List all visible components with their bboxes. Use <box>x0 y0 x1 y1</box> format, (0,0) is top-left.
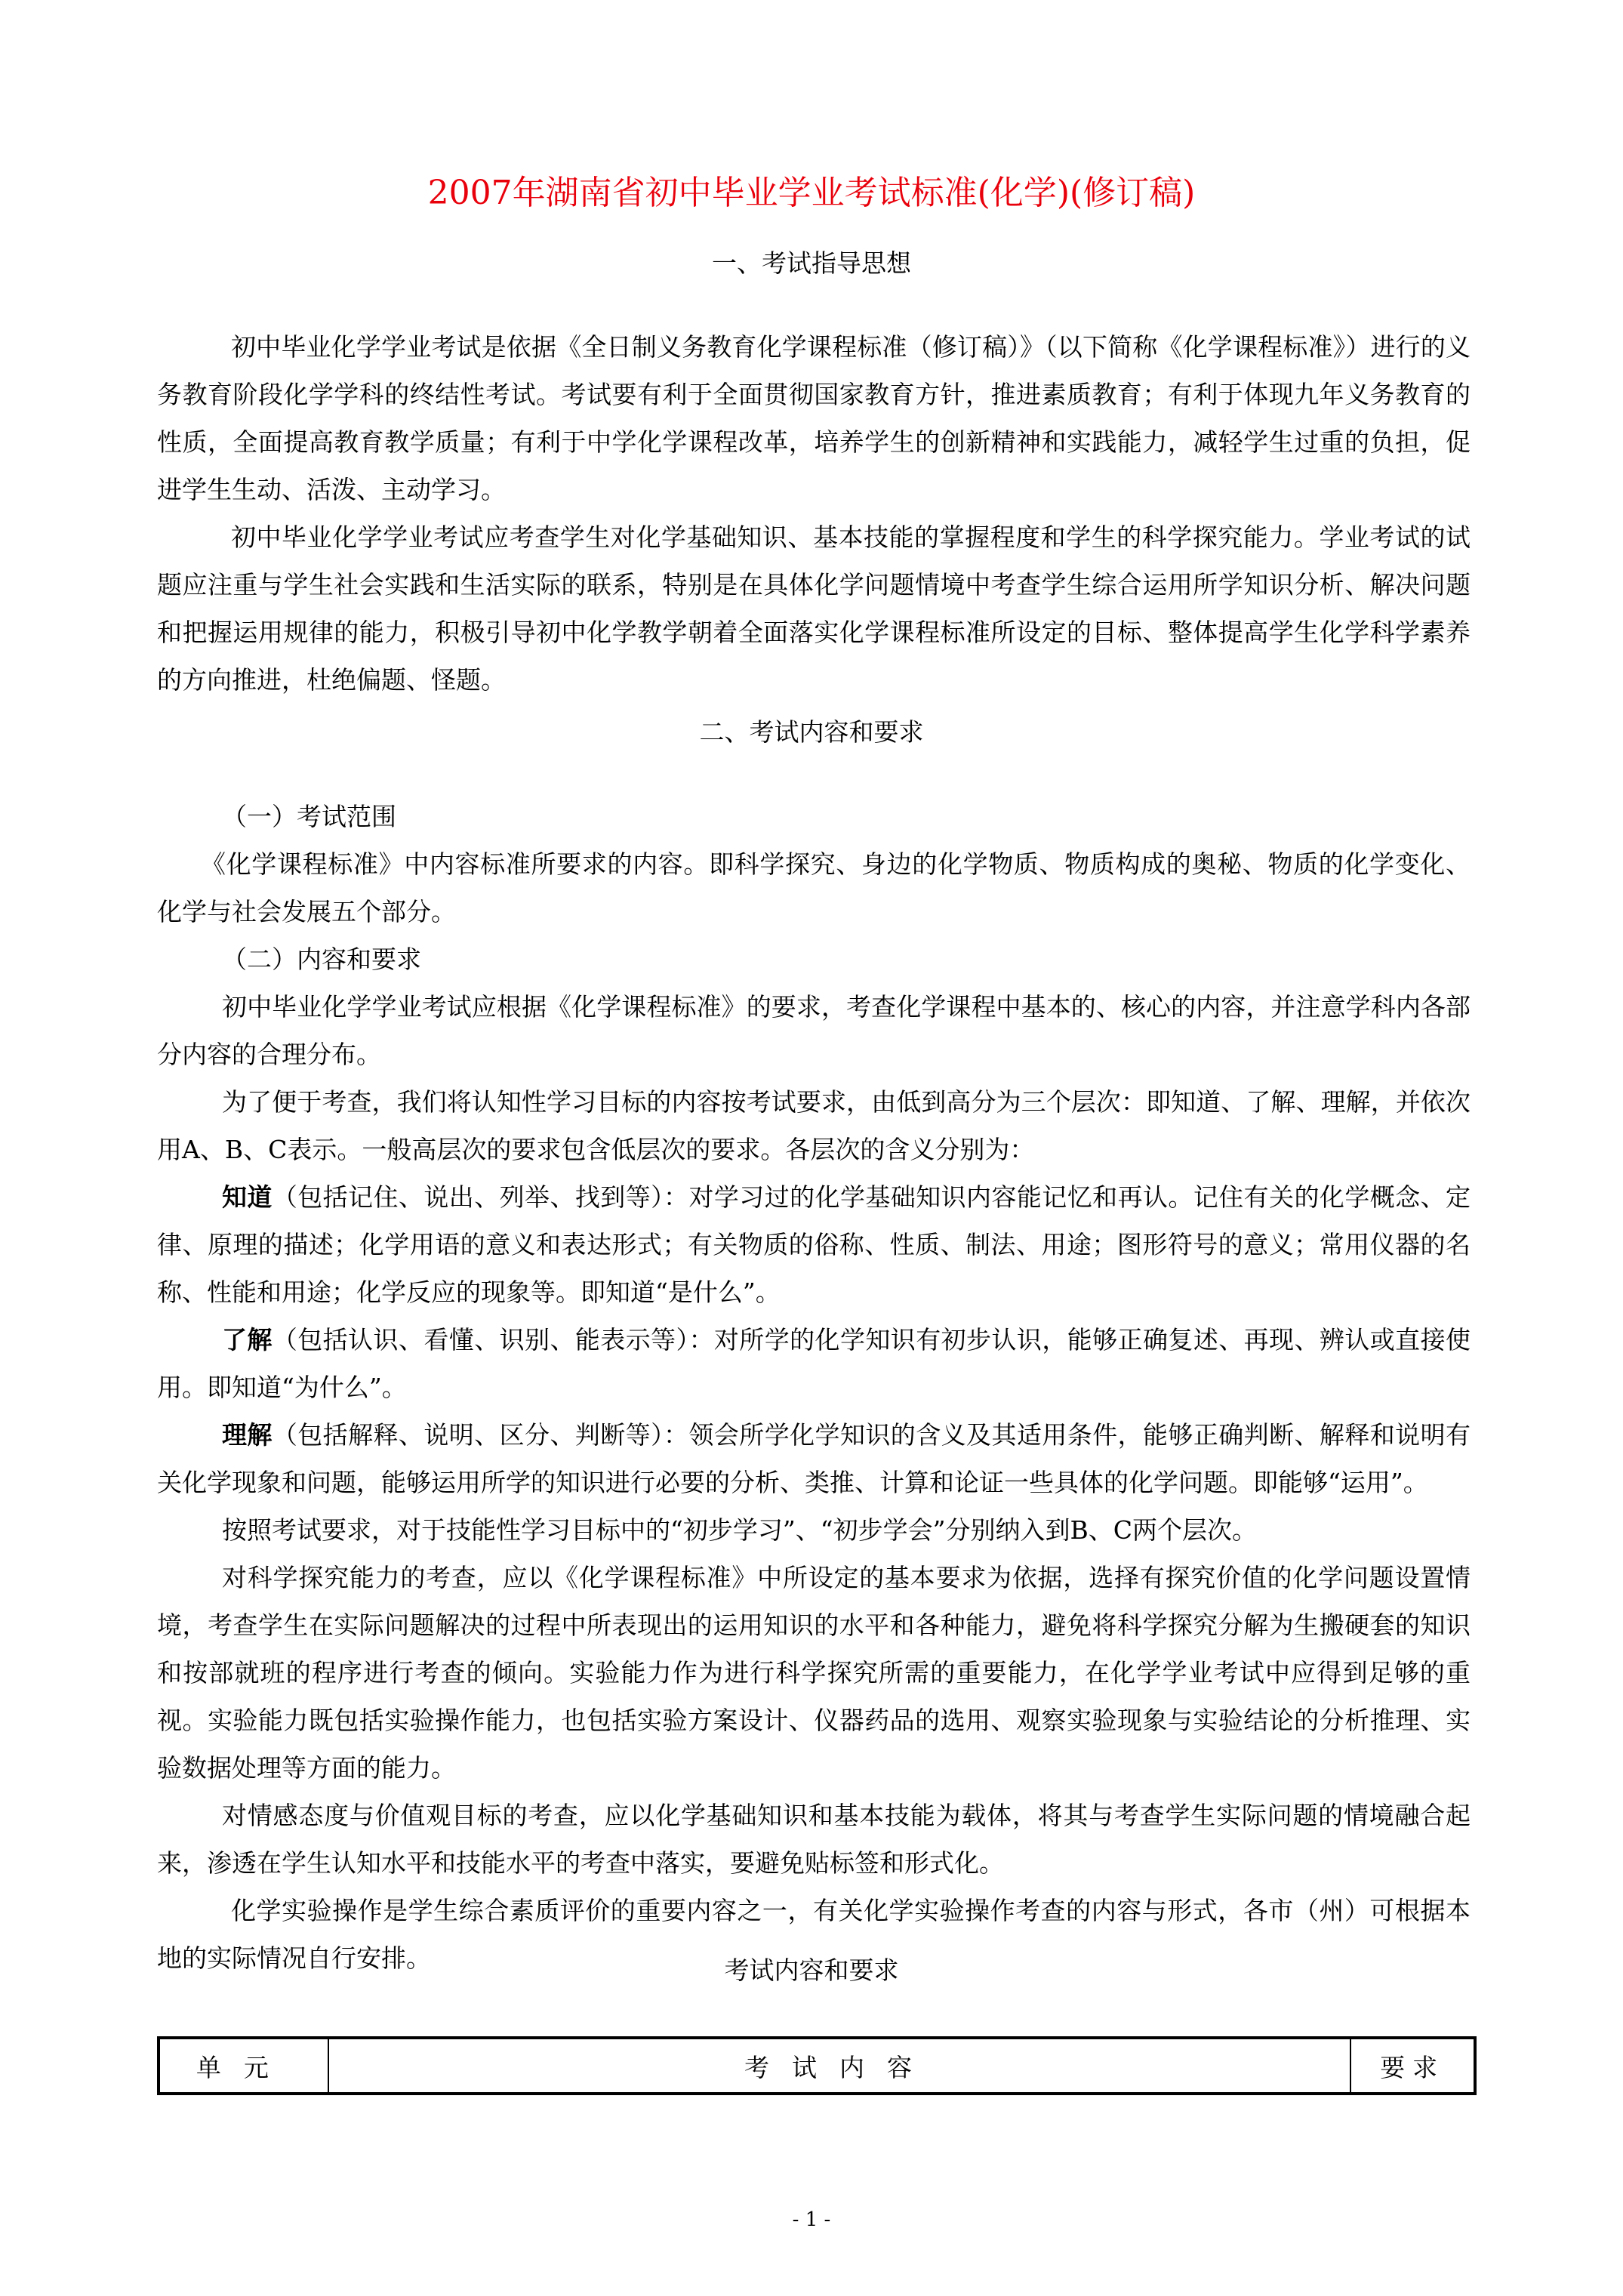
level-term-comprehend: 理解 <box>222 1420 273 1450</box>
section-content-requirements-body <box>157 793 1471 1982</box>
table-header-requirement: 要求 <box>1350 2038 1475 2094</box>
level-text-comprehend: （包括解释、说明、区分、判断等）：领会所学化学知识的含义及其适用条件，能够正确判断、解释和说明有关化学现象和问题，能够运用所学的知识进行必要的分析、类推、计算和论证一些具体的化学问题。即能够“运用”。 <box>157 1420 1471 1497</box>
level-term-understand: 了解 <box>222 1325 273 1354</box>
level-text-know: （包括记住、说出、列举、找到等）：对学习过的化学基础知识内容能记忆和再认。记住有关的化学概念、定律、原理的描述；化学用语的意义和表达形式；有关物质的俗称、性质、制法、用途；图形符号的意义；常用仪器的名称、性能和用途；化学反应的现象等。即知道“是什么”。 <box>157 1182 1471 1307</box>
table-title: 考试内容和要求 <box>724 1955 899 1985</box>
table-header-content: 考试内容 <box>328 2038 1350 2094</box>
subsection-label-scope: （一）考试范围 <box>222 802 396 831</box>
paragraph: 对科学探究能力的考查，应以《化学课程标准》中所设定的基本要求为依据，选择有探究价值的化学问题设置情境，考查学生在实际问题解决的过程中所表现出的运用知识的水平和各种能力，避免将科学探究分解为生搬硬套的知识和按部就班的程序进行考查的倾向。实验能力作为进行科学探究所需的重要能力，在化学学业考试中应得到足够的重视。实验能力既包括实验操作能力，也包括实验方案设计、仪器药品的选用、观察实验现象与实验结论的分析推理、实验数据处理等方面的能力。 <box>157 1563 1471 1783</box>
table-header-unit: 单元 <box>159 2038 328 2094</box>
paragraph-level-know <box>157 1173 1471 1316</box>
table-header-row <box>159 2038 1475 2094</box>
paragraph: 化学实验操作是学生综合素质评价的重要内容之一，有关化学实验操作考查的内容与形式，各市（州）可根据本地的实际情况自行安排。 <box>157 1896 1471 1973</box>
page-number: - 1 - <box>792 2208 831 2231</box>
section-heading-guiding-principles: 一、考试指导思想 <box>712 248 911 278</box>
paragraph: 初中毕业化学学业考试应根据《化学课程标准》的要求，考查化学课程中基本的、核心的内容，并注意学科内各部分内容的合理分布。 <box>157 992 1471 1069</box>
document-title: 2007年湖南省初中毕业学业考试标准(化学)(修订稿) <box>427 174 1196 212</box>
paragraph: 为了便于考查，我们将认知性学习目标的内容按考试要求，由低到高分为三个层次：即知道、了解、理解，并依次用A、B、C表示。一般高层次的要求包含低层次的要求。各层次的含义分别为： <box>157 1087 1471 1164</box>
paragraph: 初中毕业化学学业考试应考查学生对化学基础知识、基本技能的掌握程度和学生的科学探究能力。学业考试的试题应注重与学生社会实践和生活实际的联系，特别是在具体化学问题情境中考查学生综合运用所学知识分析、解决问题和把握运用规律的能力，积极引导初中化学教学朝着全面落实化学课程标准所设定的目标、整体提高学生化学科学素养的方向推进，杜绝偏题、怪题。 <box>157 522 1471 695</box>
section-guiding-principles-body <box>157 323 1471 704</box>
paragraph-level-comprehend <box>157 1411 1471 1506</box>
section-heading-content-requirements: 二、考试内容和要求 <box>699 717 924 747</box>
level-text-understand: （包括认识、看懂、识别、能表示等）：对所学的化学知识有初步认识，能够正确复述、再现、辨认或直接使用。即知道“为什么”。 <box>157 1325 1471 1402</box>
subsection-label-content: （二）内容和要求 <box>222 945 421 974</box>
content-requirements-table <box>157 2036 1477 2095</box>
paragraph: 《化学课程标准》中内容标准所要求的内容。即科学探究、身边的化学物质、物质构成的奥秘、物质的化学变化、化学与社会发展五个部分。 <box>157 849 1471 926</box>
paragraph: 对情感态度与价值观目标的考查，应以化学基础知识和基本技能为载体，将其与考查学生实际问题的情境融合起来，渗透在学生认知水平和技能水平的考查中落实，要避免贴标签和形式化。 <box>157 1801 1471 1878</box>
paragraph: 按照考试要求，对于技能性学习目标中的“初步学习”、“初步学会”分别纳入到B、C两个层次。 <box>222 1515 1257 1545</box>
paragraph-level-understand <box>157 1316 1471 1411</box>
paragraph: 初中毕业化学学业考试是依据《全日制义务教育化学课程标准（修订稿）》（以下简称《化学课程标准》）进行的义务教育阶段化学学科的终结性考试。考试要有利于全面贯彻国家教育方针，推进素质教育；有利于体现九年义务教育的性质，全面提高教育教学质量；有利于中学化学课程改革，培养学生的创新精神和实践能力，减轻学生过重的负担，促进学生生动、活泼、主动学习。 <box>157 332 1471 504</box>
level-term-know: 知道 <box>222 1182 273 1212</box>
